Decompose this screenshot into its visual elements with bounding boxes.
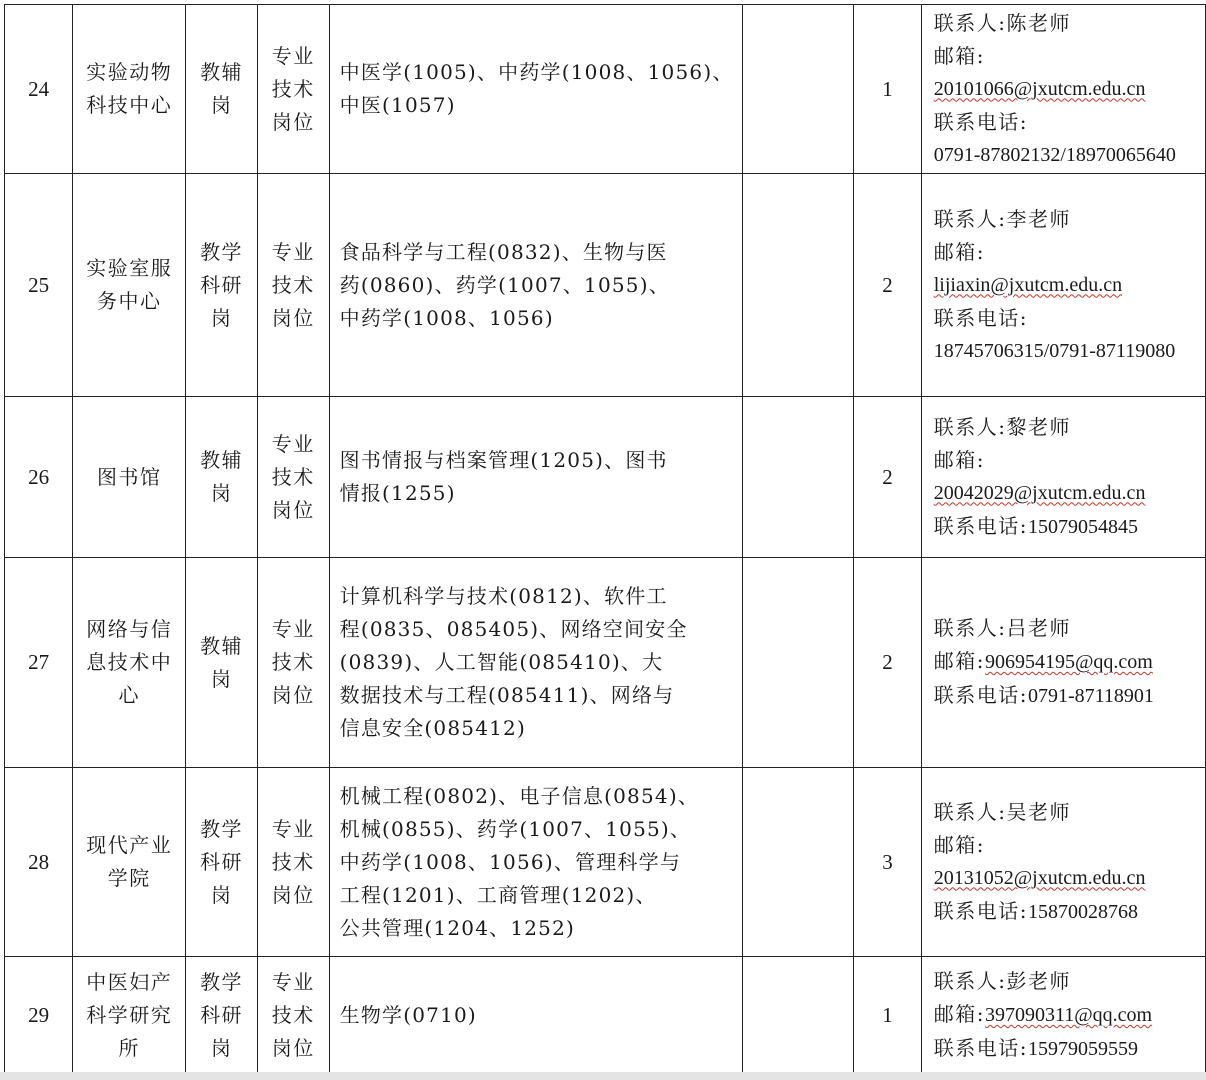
post-category-line: 专业 — [271, 431, 315, 456]
post-category-cell — [257, 558, 329, 768]
post-type-line: 岗 — [210, 882, 233, 907]
row-number: 25 — [5, 174, 73, 397]
department-line: 中医妇产 — [86, 970, 173, 994]
post-type-cell — [186, 957, 258, 1075]
email-address: lijiaxin@jxutcm.edu.cn — [933, 273, 1123, 296]
headcount-cell: 2 — [854, 558, 921, 768]
department-line: 图书馆 — [96, 464, 162, 489]
post-category-line: 技术 — [271, 1003, 315, 1027]
major-line: 机械工程(0802)、电子信息(0854)、 — [339, 783, 700, 808]
contact-person: 联系人:李老师 — [933, 206, 1071, 231]
phone-label: 联系电话: — [933, 305, 1028, 330]
post-category-cell — [257, 397, 329, 558]
phone-number: 15870028768 — [1027, 900, 1138, 923]
contact-person: 联系人:彭老师 — [933, 969, 1071, 993]
major-line: 机械(0855)、药学(1007、1055)、 — [339, 816, 692, 841]
empty-cell — [742, 957, 854, 1075]
phone-line — [934, 679, 1201, 713]
department-cell — [73, 5, 186, 174]
row-number: 26 — [5, 397, 73, 558]
post-category-line: 专业 — [271, 816, 315, 841]
department-line: 实验室服 — [86, 256, 173, 280]
post-category-line: 技术 — [271, 76, 315, 101]
department-line: 网络与信 — [86, 617, 173, 641]
phone-label: 联系电话: — [933, 109, 1028, 134]
empty-cell — [742, 397, 854, 558]
post-category-line: 专业 — [271, 239, 315, 264]
major-line: 工程(1201)、工商管理(1202)、 — [339, 882, 657, 907]
post-category-line: 岗位 — [271, 305, 315, 330]
department-line: 务中心 — [96, 289, 162, 313]
post-type-line: 科研 — [200, 849, 244, 874]
page-bottom-edge — [0, 1072, 1206, 1080]
table-row — [5, 558, 1206, 768]
contact-person: 联系人:吴老师 — [933, 799, 1071, 824]
contact-cell — [921, 174, 1205, 397]
department-cell — [73, 558, 186, 768]
department-line: 科学研究 — [86, 1003, 173, 1027]
phone-label: 联系电话: — [933, 1036, 1028, 1060]
major-line: 程(0835、085405)、网络空间安全 — [339, 617, 688, 641]
phone-number: 15079054845 — [1027, 515, 1138, 538]
headcount-cell: 2 — [854, 397, 921, 558]
post-type-line: 岗 — [210, 305, 233, 330]
email-label: 邮箱: — [933, 649, 985, 673]
department-line: 科技中心 — [86, 93, 173, 117]
contact-cell — [921, 558, 1205, 768]
major-line: 计算机科学与技术(0812)、软件工 — [339, 584, 668, 608]
table-row — [5, 768, 1206, 957]
email-address: 906954195@qq.com — [984, 651, 1153, 673]
email-address: 397090311@qq.com — [984, 1004, 1153, 1026]
phone-number: 15979059559 — [1027, 1038, 1138, 1060]
major-line: 情报(1255) — [339, 481, 456, 505]
email-label: 邮箱: — [933, 239, 985, 264]
table-row — [5, 957, 1206, 1075]
phone-number: 18745706315/0791-87119080 — [933, 339, 1176, 362]
post-type-line: 教学 — [200, 816, 244, 841]
table-body — [5, 5, 1206, 1075]
post-category-cell — [257, 5, 329, 174]
phone-number: 0791-87118901 — [1027, 685, 1154, 707]
empty-cell — [742, 768, 854, 957]
contact-person: 联系人:黎老师 — [933, 414, 1071, 439]
post-category-line: 专业 — [271, 43, 315, 68]
contact-cell — [921, 397, 1205, 558]
major-line: 药(0860)、药学(1007、1055)、 — [339, 272, 670, 297]
department-cell — [73, 397, 186, 558]
department-line: 息技术中 — [86, 650, 173, 674]
post-type-line: 教辅 — [200, 448, 244, 472]
post-category-line: 岗位 — [271, 683, 315, 707]
department-line: 学院 — [107, 866, 151, 890]
headcount-cell: 1 — [854, 957, 921, 1075]
major-line: 生物学(0710) — [339, 1003, 477, 1027]
email-address: 20042029@jxutcm.edu.cn — [933, 481, 1146, 504]
post-category-line: 岗位 — [271, 882, 315, 907]
department-line: 实验动物 — [86, 60, 173, 84]
phone-line — [934, 1032, 1201, 1066]
row-number: 29 — [5, 957, 73, 1075]
major-requirement-cell — [329, 174, 742, 397]
phone-number: 0791-87802132/18970065640 — [933, 143, 1176, 166]
major-line: 中医学(1005)、中药学(1008、1056)、 — [339, 60, 734, 84]
phone-label: 联系电话: — [933, 513, 1028, 538]
email-label: 邮箱: — [933, 832, 985, 857]
email-line — [934, 645, 1201, 679]
post-type-line: 科研 — [200, 1003, 244, 1027]
contact-person: 联系人:吕老师 — [933, 616, 1071, 640]
email-label: 邮箱: — [933, 447, 985, 472]
department-line: 心 — [118, 683, 140, 707]
recruitment-table — [4, 4, 1206, 1075]
major-requirement-cell — [329, 5, 742, 174]
department-cell — [73, 174, 186, 397]
major-line: 中药学(1008、1056) — [339, 305, 554, 330]
major-line: 图书情报与档案管理(1205)、图书 — [339, 448, 668, 472]
email-label: 邮箱: — [933, 1002, 985, 1026]
post-category-line: 技术 — [271, 272, 315, 297]
major-requirement-cell — [329, 397, 742, 558]
post-type-cell — [186, 174, 258, 397]
row-number: 28 — [5, 768, 73, 957]
contact-cell — [921, 957, 1205, 1075]
empty-cell — [742, 5, 854, 174]
post-type-line: 岗 — [210, 93, 233, 117]
email-address: 20101066@jxutcm.edu.cn — [933, 77, 1146, 100]
empty-cell — [742, 174, 854, 397]
post-category-cell — [257, 957, 329, 1075]
major-line: (0839)、人工智能(085410)、大 — [339, 650, 664, 674]
email-label: 邮箱: — [933, 43, 985, 68]
major-requirement-cell — [329, 558, 742, 768]
major-line: 中药学(1008、1056)、管理科学与 — [339, 849, 682, 874]
major-requirement-cell — [329, 957, 742, 1075]
major-line: 公共管理(1204、1252) — [339, 915, 576, 940]
post-type-line: 岗 — [210, 1036, 233, 1060]
email-line — [934, 998, 1201, 1032]
post-category-line: 岗位 — [271, 109, 315, 134]
post-category-line: 岗位 — [271, 1036, 315, 1060]
table-row — [5, 174, 1206, 397]
post-type-line: 教辅 — [200, 60, 244, 84]
post-type-line: 岗 — [210, 481, 233, 505]
department-cell — [73, 957, 186, 1075]
headcount-cell: 2 — [854, 174, 921, 397]
post-category-line: 技术 — [271, 464, 315, 489]
post-category-cell — [257, 174, 329, 397]
post-category-line: 专业 — [271, 970, 315, 994]
post-type-cell — [186, 558, 258, 768]
contact-person: 联系人:陈老师 — [933, 10, 1071, 35]
department-cell — [73, 768, 186, 957]
post-category-cell — [257, 768, 329, 957]
post-type-line: 科研 — [200, 272, 244, 297]
phone-label: 联系电话: — [933, 683, 1028, 707]
post-type-cell — [186, 397, 258, 558]
post-category-line: 专业 — [271, 617, 315, 641]
post-type-line: 教辅 — [200, 633, 244, 658]
major-line: 信息安全(085412) — [339, 716, 526, 740]
table-row — [5, 397, 1206, 558]
post-type-line: 教学 — [200, 970, 244, 994]
headcount-cell: 1 — [854, 5, 921, 174]
post-category-line: 技术 — [271, 650, 315, 674]
department-line: 现代产业 — [86, 833, 173, 857]
post-type-line: 教学 — [200, 239, 244, 264]
post-type-cell — [186, 768, 258, 957]
row-number: 24 — [5, 5, 73, 174]
post-category-line: 技术 — [271, 849, 315, 874]
phone-line — [934, 895, 1201, 929]
major-line: 中医(1057) — [339, 93, 456, 117]
major-requirement-cell — [329, 768, 742, 957]
post-type-line: 岗 — [210, 666, 233, 691]
empty-cell — [742, 558, 854, 768]
phone-label: 联系电话: — [933, 898, 1028, 923]
major-line: 食品科学与工程(0832)、生物与医 — [339, 239, 668, 264]
contact-cell — [921, 5, 1205, 174]
headcount-cell: 3 — [854, 768, 921, 957]
major-line: 数据技术与工程(085411)、网络与 — [339, 683, 675, 707]
department-line: 所 — [118, 1036, 140, 1060]
post-category-line: 岗位 — [271, 497, 315, 522]
row-number: 27 — [5, 558, 73, 768]
table-row — [5, 5, 1206, 174]
phone-line — [934, 510, 1201, 544]
post-type-cell — [186, 5, 258, 174]
email-address: 20131052@jxutcm.edu.cn — [933, 866, 1146, 889]
contact-cell — [921, 768, 1205, 957]
